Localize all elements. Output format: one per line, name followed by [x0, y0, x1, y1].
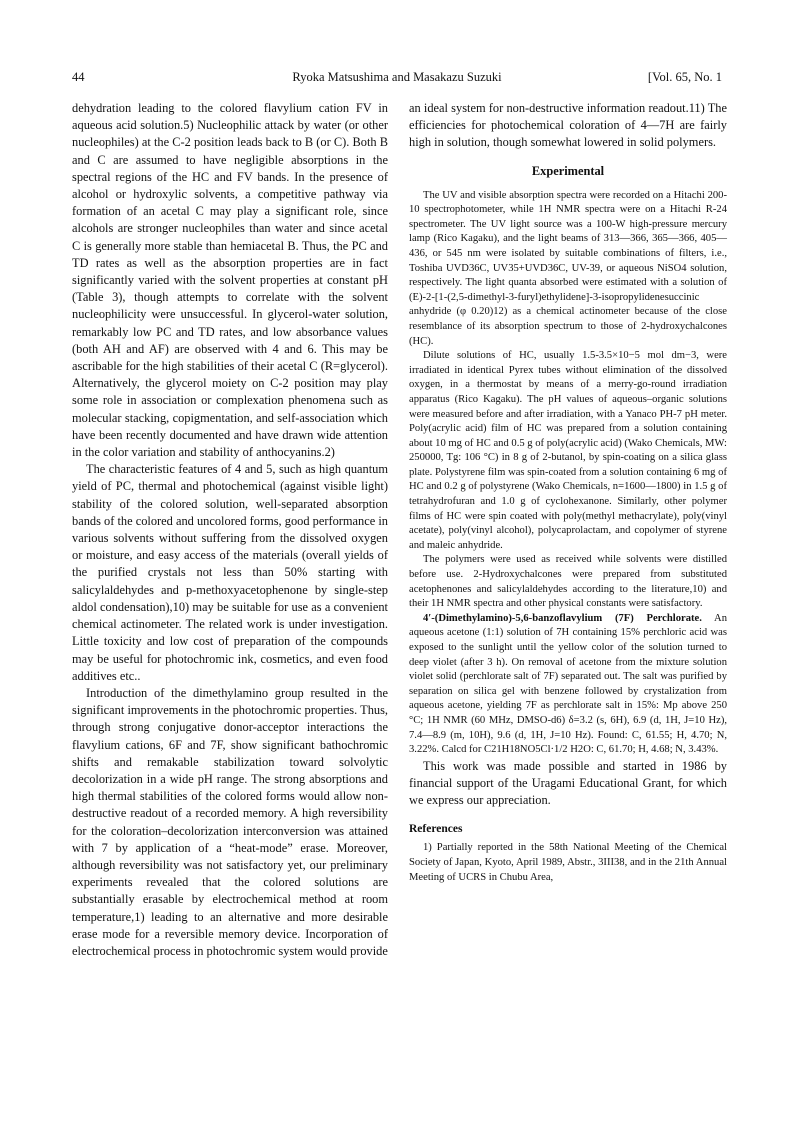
paragraph-materials: The polymers were used as received while solvents were distilled before use. 2-Hydroxychalcones were prepared from substituted acetophenones and salicylaldehydes according to the literature,10) and their 1H NMR spectra and other physical constants were satisfactory. [409, 554, 727, 610]
journal-volume: [Vol. 65, No. 1 [647, 70, 722, 84]
section-heading-experimental: Experimental [531, 163, 605, 178]
reference-item: 1) Partially reported in the 58th National Meeting of the Chemical Society of Japan, Kyoto, April 1989, Abstr., 3III38, and in the 21th Annual Meeting of UCRS in Chubu Area, [409, 842, 727, 883]
paragraph-instruments: The UV and visible absorption spectra were recorded on a Hitachi 200-10 spectrophotometer, while 1H NMR spectra were on a Hitachi R-24 spectrometer. The UV light source was a 100-W high-pressure mercury lamp (Rico Kagaku), and the light beams of 313—366, 365—366, 405—436, or 545 nm were isolated by suitable combinations of filters, i.e., Toshiba UVD36C, UV35+UVD36C, UV-39, or aqueous NiSO4 solution, respectively. The light quanta absorbed were estimated with a solution of (E)-2-[1-(2,5-dimethyl-3-furyl)ethylidene]-3-isopropylidenesuccinic anhydride (φ 0.20)12) as a chemical actinometer because of the close resemblance of its absorption spectrum to those of 2-hydroxychalcones (HC). [409, 189, 727, 347]
paragraph-dimethylamino: Introduction of the dimethylamino group resulted in the significant improvements in the photochromic properties. Thus, through strong conjugative donor-acceptor interactions the flavylium cations, 6F and 7F, show significant bathochromic shifts and remakable stabilization toward solvolytic decolorization in a wide pH range. The strong absorptions and high thermal stabilities of the colored forms would allow non-destructive readout of a recorded memory. A high reversibility for the coloration–decolorization interconversion was attained with 7 by application of a “heat-mode” erase. Moreover, although reversibility was not satisfactory yet, our preliminary experiments revealed that the colored solutions are substantially erasable by electrochemical method at room temperature,1) leading to an alternative and more desirable erase mode for a reversible memory device. Incorporation of electrochemical process in photochromic system would provide [72, 685, 388, 958]
running-header [72, 70, 722, 88]
paragraph-solvent-effects: dehydration leading to the colored flavylium cation FV in aqueous acid solution.5) Nucleophilic attack by water (or other nucleophiles) at the C-2 position leads back to B (or C). Both B and C are assumed to have negligible absorptions in the spectral regions of the HC and FV bands. In the presence of alcohol or hydroxylic solvents, a competitive pathway via formation of an acetal C may play a significant role, since alcohols are stronger nucleophiles than water and since acetal C is generally more stable than hemiacetal B. Thus, the PC and TD rates as well as the absorption properties are in fact significantly varied with the solvent properties at constant pH (Table 3), though attempts to correlate with the solvent nucleophilicity were unsuccessful. In glycerol-water solution, remarkably low PC and TD rates, and low absorbance values (both AH and AF) are observed with 4 and 6. This may be ascribable for the high stabilities of their acetal C (R=glycerol). Alternatively, the glycerol moiety on C-2 position may play some role in association or complexation phenomena such as molecular stacking, copigmentation, and self-association which have been recently documented and have drawn wide attention in the color variation and stability of anthocyanins.2) [72, 101, 388, 460]
paragraph-continuation: an ideal system for non-destructive information readout.11) The efficiencies for photochemical coloration of 4—7H are fairly high in solution, though somewhat lowered in solid polymers. [409, 101, 727, 150]
paragraph-irradiation: Dilute solutions of HC, usually 1.5-3.5×10−5 mol dm−3, were irradiated in identical Pyrex tubes without elimination of the dissolved oxygen, in a thermostat by means of a merry-go-round irradiation apparatus (Rico Kagaku). The pH values of aqueous–organic solutions were measured before and after irradiation, with a Yanaco PH-7 pH meter. Poly(acrylic acid) film of HC was prepared from a solution containing about 10 mg of HC and 0.5 g of poly(acrylic acid) (Wako Chemicals, MW: 250000, Tg: 106 °C) in 8 g of 2-butanol, by spin-coating on a silica glass plate. Polystyrene film was spin-coated from a solution containing 6 mg of HC and 0.2 g of polystyrene (Wako Chemicals, n=1600—1800) in 1.5 g of tetrahydrofuran and 1.0 g of cyclohexanone. Similarly, other polymer films of HC were spin coated with poly(methyl methacrylate), poly(vinyl acetate), poly(vinyl alcohol), polycaprolactam, and copolymer of styrene and maleic anhydride. [409, 350, 727, 551]
paragraph-acknowledgement: This work was made possible and started in 1986 by financial support of the Uragami Educational Grant, for which we express our appreciation. [409, 758, 727, 808]
paragraph-actinometer: The characteristic features of 4 and 5, such as high quantum yield of PC, thermal and photochemical (against visible light) stability of the colored solution, well-separated absorption bands of the colored and uncolored forms, good performance in various solvents without suffering from the dissolved oxygen or moisture, and easy access of the materials (overall yields of the purified crystals not less than 50% starting with salicylaldehydes and p-methoxyacetophenone by single-step aldol condensation),10) may be suitable for use as a convenient chemical actinometer. The related work is under investigation. Little toxicity and low cost of preparation of the compounds may be useful for photochromic ink, cosmetics, and even food additives etc.. [72, 462, 388, 683]
running-authors: Ryoka Matsushima and Masakazu Suzuki [292, 70, 502, 84]
paragraph-compound-synthesis [409, 612, 727, 758]
right-column [409, 100, 727, 885]
compound-title: 4′-(Dimethylamino)-5,6-banzoflavylium (7F) Perchlorate. [423, 612, 702, 624]
compound-procedure: An aqueous acetone (1:1) solution of 7H containing 15% perchloric acid was exposed to the sunlight until the yellow color of the solution turned to deep violet (after 3 h). On removal of acetone from the mixture solution violet solid (perchlorate salt of 7F) separated out. The salt was purified by separation on silica gel with benzene followed by crystalization from aqueous acetone, yielding 7F as perchlorate salt in 15%: Mp above 250 °C; 1H NMR (60 MHz, DMSO-d6) δ=3.2 (s, 6H), 6.9 (d, 1H, J=10 Hz), 7.4—8.9 (m, 10H), 9.6 (d, 1H, J=10 Hz). Found: C, 61.55; H, 4.70; N, 3.22%. Calcd for C21H18NO5Cl·1/2 H2O: C, 61.70; H, 4.68; N, 3.43%. [409, 612, 727, 756]
left-column [72, 100, 388, 960]
page-number: 44 [72, 70, 85, 84]
section-heading-references: References [409, 823, 463, 836]
